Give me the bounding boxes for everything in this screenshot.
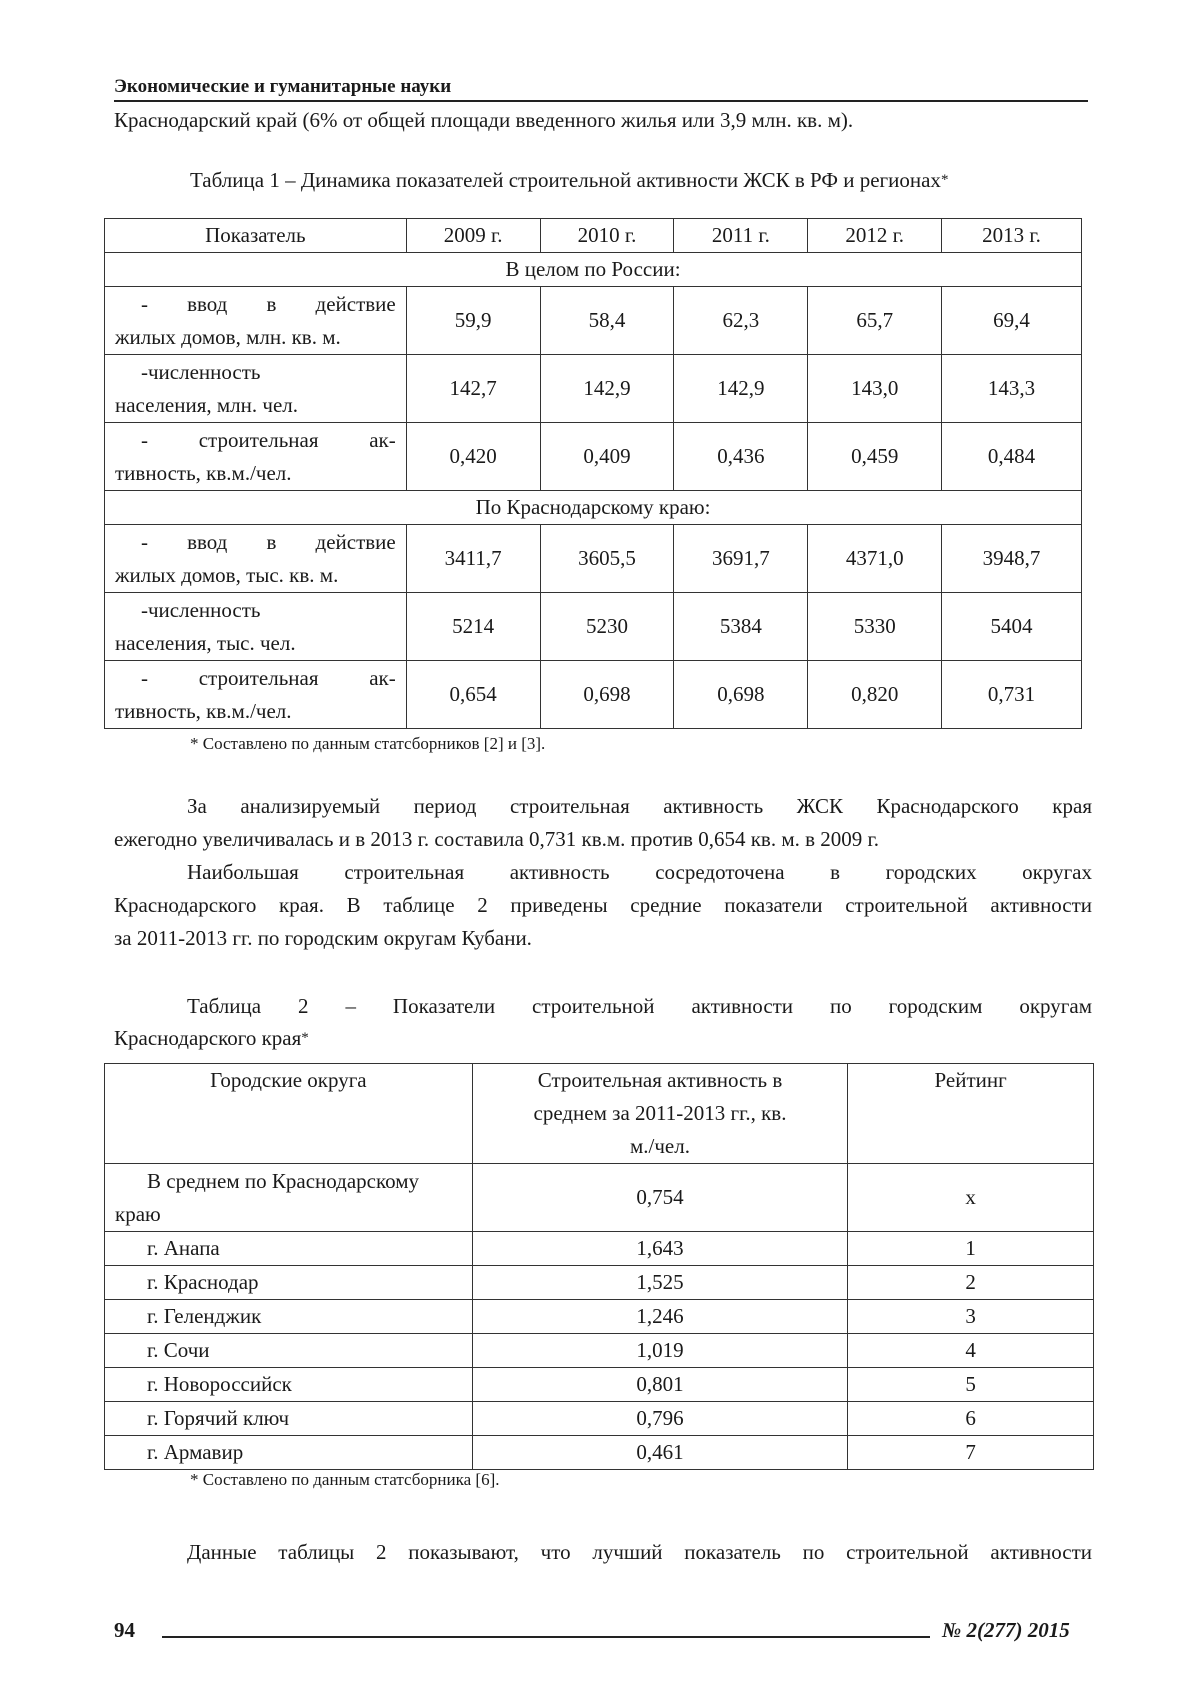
table-row [105, 1436, 1094, 1470]
table1-col-2013: 2013 г. [942, 219, 1082, 253]
cell: 142,9 [674, 355, 808, 423]
cell: 5230 [540, 593, 674, 661]
table2 [104, 1063, 1094, 1470]
rating-value: 1 [848, 1232, 1094, 1266]
table2-caption-line2 [114, 1022, 1092, 1055]
district-cell [105, 1402, 473, 1436]
average-value: 0,754 [472, 1164, 848, 1232]
paragraph-2-line2: Краснодарского края. В таблице 2 приведены средние показатели строительной активности [114, 893, 1092, 917]
district-cell [105, 1368, 473, 1402]
cell: 5214 [406, 593, 540, 661]
cell: 5330 [808, 593, 942, 661]
row-label [105, 355, 407, 423]
row-label-line2: жилых домов, тыс. кв. м. [115, 562, 339, 587]
row-label-line1: - ввод в действие [141, 529, 396, 554]
cell: 4371,0 [808, 525, 942, 593]
activity-value: 0,796 [472, 1402, 848, 1436]
row-label-line1: -численность [141, 359, 261, 384]
district-name: г. Сочи [147, 1338, 210, 1362]
table-row [105, 1402, 1094, 1436]
cell: 142,7 [406, 355, 540, 423]
table-row [105, 593, 1082, 661]
rating-value: 6 [848, 1402, 1094, 1436]
average-rating: х [848, 1164, 1094, 1232]
cell: 143,0 [808, 355, 942, 423]
table1-section-russia [105, 253, 1082, 287]
row-label-line2: жилых домов, млн. кв. м. [115, 324, 341, 349]
table2-caption-text: Краснодарского края [114, 1026, 302, 1050]
cell: 0,698 [674, 661, 808, 729]
table2-col-activity [472, 1064, 848, 1164]
rating-value: 3 [848, 1300, 1094, 1334]
cell: 5404 [942, 593, 1082, 661]
cell: 3605,5 [540, 525, 674, 593]
cell: 3948,7 [942, 525, 1082, 593]
issue-number: № 2(277) 2015 [942, 1618, 1070, 1642]
activity-value: 1,525 [472, 1266, 848, 1300]
closing-line: Данные таблицы 2 показывают, что лучший показатель по строительной активности [187, 1540, 1092, 1564]
row-label-line1: -численность [141, 597, 261, 622]
cell: 0,731 [942, 661, 1082, 729]
activity-value: 0,801 [472, 1368, 848, 1402]
cell: 143,3 [942, 355, 1082, 423]
cell: 3691,7 [674, 525, 808, 593]
cell: 65,7 [808, 287, 942, 355]
district-name: г. Новороссийск [147, 1372, 292, 1396]
activity-value: 1,643 [472, 1232, 848, 1266]
col-activity-line2: среднем за 2011-2013 гг., кв. [533, 1101, 787, 1125]
table-row [105, 1300, 1094, 1334]
cell: 59,9 [406, 287, 540, 355]
average-label-line1: В среднем по Краснодарскому [147, 1168, 420, 1193]
row-label-line2: тивность, кв.м./чел. [115, 460, 292, 485]
table1-caption-mark: * [940, 172, 949, 188]
cell: 0,436 [674, 423, 808, 491]
table-row [105, 1334, 1094, 1368]
paragraph-1-line1: За анализируемый период строительная активность ЖСК Краснодарского края [187, 794, 1092, 818]
row-label-line2: населения, млн. чел. [115, 392, 299, 417]
district-name: г. Анапа [147, 1236, 220, 1260]
table1-col-2011: 2011 г. [674, 219, 808, 253]
cell: 0,820 [808, 661, 942, 729]
table-row [105, 1232, 1094, 1266]
district-name: г. Геленджик [147, 1304, 262, 1328]
table-row [105, 423, 1082, 491]
rating-value: 4 [848, 1334, 1094, 1368]
section-title: По Краснодарскому краю: [105, 491, 1082, 525]
cell: 5384 [674, 593, 808, 661]
district-name: г. Краснодар [147, 1270, 259, 1294]
table-row [105, 525, 1082, 593]
cell: 0,484 [942, 423, 1082, 491]
cell: 0,420 [406, 423, 540, 491]
district-cell [105, 1334, 473, 1368]
cell: 0,654 [406, 661, 540, 729]
table1-section-krasnodar [105, 491, 1082, 525]
row-label-line2: населения, тыс. чел. [115, 630, 296, 655]
district-cell [105, 1300, 473, 1334]
table2-caption-line1: Таблица 2 – Показатели строительной активности по городским округам [187, 994, 1092, 1018]
running-header: Экономические и гуманитарные науки [114, 76, 1088, 102]
activity-value: 1,019 [472, 1334, 848, 1368]
paragraph-2-line1: Наибольшая строительная активность сосредоточена в городских округах [187, 860, 1092, 884]
rating-value: 2 [848, 1266, 1094, 1300]
paragraph-2-line3: за 2011-2013 гг. по городским округам Кубани. [114, 926, 532, 950]
rating-value: 7 [848, 1436, 1094, 1470]
rating-value: 5 [848, 1368, 1094, 1402]
row-label-line1: - ввод в действие [141, 291, 396, 316]
cell: 69,4 [942, 287, 1082, 355]
table2-average-row [105, 1164, 1094, 1232]
average-label [105, 1164, 473, 1232]
table2-header-row [105, 1064, 1094, 1164]
table2-col-district: Городские округа [105, 1064, 473, 1164]
paragraph-1-line2: ежегодно увеличивалась и в 2013 г. составила 0,731 кв.м. против 0,654 кв. м. в 2009 г. [114, 827, 880, 851]
row-label [105, 423, 407, 491]
col-activity-line3: м./чел. [629, 1134, 690, 1158]
district-cell [105, 1232, 473, 1266]
table1-col-2010: 2010 г. [540, 219, 674, 253]
cell: 142,9 [540, 355, 674, 423]
district-cell [105, 1266, 473, 1300]
cell: 0,698 [540, 661, 674, 729]
cell: 62,3 [674, 287, 808, 355]
table1-caption [190, 166, 948, 194]
district-cell [105, 1436, 473, 1470]
table-row [105, 287, 1082, 355]
cell: 58,4 [540, 287, 674, 355]
intro-line: Краснодарский край (6% от общей площади введенного жилья или 3,9 млн. кв. м). [114, 108, 854, 132]
table1-header-row [105, 219, 1082, 253]
table2-col-rating: Рейтинг [848, 1064, 1094, 1164]
table-row [105, 1266, 1094, 1300]
district-name: г. Горячий ключ [147, 1406, 290, 1430]
row-label-line1: - строительная ак- [141, 665, 396, 690]
cell: 0,409 [540, 423, 674, 491]
table1-col-2012: 2012 г. [808, 219, 942, 253]
district-name: г. Армавир [147, 1440, 244, 1464]
table-row [105, 355, 1082, 423]
activity-value: 0,461 [472, 1436, 848, 1470]
row-label-line2: тивность, кв.м./чел. [115, 698, 292, 723]
page-number: 94 [114, 1618, 135, 1642]
row-label [105, 593, 407, 661]
row-label-line1: - строительная ак- [141, 427, 396, 452]
table2-caption-mark: * [301, 1030, 309, 1046]
cell: 3411,7 [406, 525, 540, 593]
table1-caption-text: Таблица 1 – Динамика показателей строительной активности ЖСК в РФ и регионах [190, 168, 941, 192]
average-label-line2: краю [115, 1201, 161, 1226]
table-row [105, 661, 1082, 729]
section-title: В целом по России: [105, 253, 1082, 287]
footer-rule [162, 1636, 930, 1638]
table-row [105, 1368, 1094, 1402]
table1-note: * Составлено по данным статсборников [2] и [3]. [190, 734, 546, 753]
table1-col-2009: 2009 г. [406, 219, 540, 253]
row-label [105, 661, 407, 729]
table2-note: * Составлено по данным статсборника [6]. [190, 1470, 500, 1489]
cell: 0,459 [808, 423, 942, 491]
row-label [105, 525, 407, 593]
table1 [104, 218, 1082, 729]
row-label [105, 287, 407, 355]
table1-col-indicator: Показатель [105, 219, 407, 253]
activity-value: 1,246 [472, 1300, 848, 1334]
col-activity-line1: Строительная активность в [537, 1068, 783, 1092]
